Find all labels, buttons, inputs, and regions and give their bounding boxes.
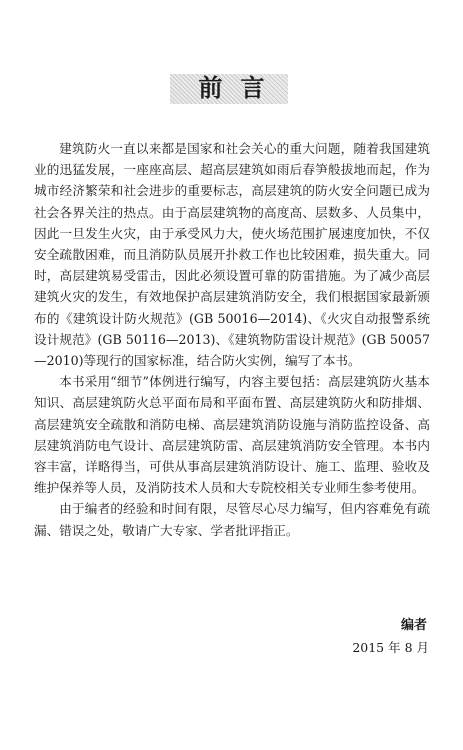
page-title: 前言	[198, 74, 283, 102]
paragraph-3: 由于编者的经验和时间有限，尽管尽心尽力编写，但内容难免有疏漏、错误之处，敬请广大专家、学者批评指正。	[34, 501, 430, 538]
preface-body	[34, 138, 430, 541]
paragraph-1: 建筑防火一直以来都是国家和社会关心的重大问题，随着我国建筑业的迅猛发展，一座座高层、超高层建筑如雨后春笋般拔地而起，作为城市经济繁荣和社会进步的重要标志，高层建筑的防火安全问题已成为社会各界关注的热点。由于高层建筑物的高度高、层数多、人员集中，因此一旦发生火灾，由于承受风力大，使火场范围扩展速度加快，不仅安全疏散困难，而且消防队员展开扑救工作也比较困难，损失重大。同时，高层建筑易受雷击，因此必须设置可靠的防雷措施。为了减少高层建筑火灾的发生，有效地保护高层建筑消防安全，我们根据国家最新颁布的《建筑设计防火规范》(GB 50016—2014)、《火灾自动报警系统设计规范》(GB 50116—2013)、《建筑物防雷设计规范》(GB 50057—2010)等现行的国家标准，结合防火实例，编写了本书。	[34, 141, 430, 369]
title-block	[0, 70, 463, 106]
author-signature: 编者	[400, 618, 427, 633]
paragraph-2: 本书采用“细节”体例进行编写，内容主要包括：高层建筑防火基本知识、高层建筑防火总平面布局和平面布置、高层建筑防火和防排烟、高层建筑安全疏散和消防电梯、高层建筑消防设施与消防监控设备、高层建筑消防电气设计、高层建筑防雷、高层建筑消防安全管理。本书内容丰富，详略得当，可供从事高层建筑消防设计、施工、监理、验收及维护保养等人员，及消防技术人员和大专院校相关专业师生参考使用。	[34, 374, 430, 496]
date-line: 2015 年 8 月	[352, 640, 429, 655]
